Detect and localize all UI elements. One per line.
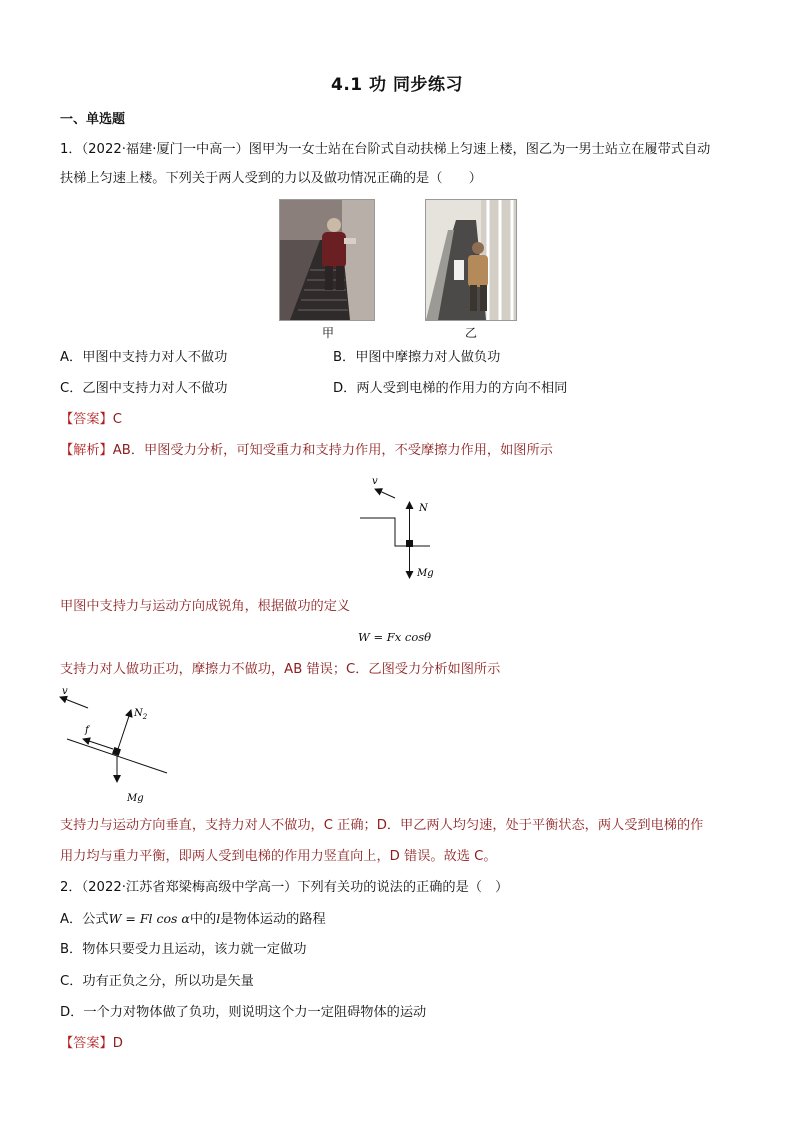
q2-option-c: C．功有正负之分，所以功是矢量 <box>60 974 254 989</box>
velocity-arrow-2 <box>60 697 88 708</box>
caption-jia: 甲 <box>322 326 335 340</box>
section-heading: 一、单选题 <box>60 112 126 127</box>
q1-answer <box>60 411 122 429</box>
q1-option-d: D．两人受到电梯的作用力的方向不相同 <box>333 381 568 396</box>
q2-option-b: B．物体只要受力且运动，该力就一定做功 <box>60 942 307 957</box>
q1-stem-line1: 1．（2022·福建·厦门一中高一）图甲为一女士站在台阶式自动扶梯上匀速上楼，图乙为一男士站立在履带式自动 <box>60 142 711 157</box>
q1-stem-line2: 扶梯上匀速上楼。下列关于两人受到的力以及做功情况正确的是（ ） <box>60 171 482 186</box>
q2-option-d: D．一个力对物体做了负功，则说明这个力一定阻碍物体的运动 <box>60 1005 427 1020</box>
caption-yi: 乙 <box>465 326 478 340</box>
q2-option-a: A．公式W = Fl cos α中的l是物体运动的路程 <box>60 911 326 927</box>
photo-yi-moving-walkway <box>425 199 517 321</box>
q1-analysis-line4: 支持力与运动方向垂直，支持力对人不做功，C 正确；D．甲乙两人均匀速，处于平衡状态，两人受到电梯的作 <box>60 818 704 833</box>
label-v: v <box>372 476 378 487</box>
q1-analysis-line2: 甲图中支持力与运动方向成锐角，根据做功的定义 <box>60 599 351 614</box>
answer-tag: 【答案】 <box>60 412 113 427</box>
label-Mg2: Mg <box>127 793 144 804</box>
force-diagram-yi <box>55 682 175 807</box>
answer-tag-2: 【答案】 <box>60 1036 113 1051</box>
answer-value-2: D <box>112 1036 123 1051</box>
photo-jia-escalator <box>279 199 375 321</box>
q2-formula: W = Fl cos α <box>108 911 190 926</box>
step-outline <box>360 518 430 546</box>
label-f: f <box>85 725 89 736</box>
q2-stem: 2．（2022·江苏省郑梁梅高级中学高一）下列有关功的说法的正确的是（ ） <box>60 880 509 895</box>
work-formula: W = Fx cosθ <box>358 630 432 644</box>
q1-analysis-line3: 支持力对人做功正功，摩擦力不做功，AB 错误；C．乙图受力分析如图所示 <box>60 662 501 677</box>
label-N: N <box>419 503 428 514</box>
analysis-text-1: AB．甲图受力分析，可知受重力和支持力作用，不受摩擦力作用，如图所示 <box>112 443 553 458</box>
analysis-tag: 【解析】 <box>60 443 113 458</box>
person-block <box>406 540 413 547</box>
label-Mg: Mg <box>417 568 434 579</box>
page-title: 4.1 功 同步练习 <box>331 75 463 95</box>
q1-option-b: B．甲图中摩擦力对人做负功 <box>333 350 501 365</box>
q1-option-a: A．甲图中支持力对人不做功 <box>60 350 228 365</box>
support-force-arrow-2 <box>118 710 131 749</box>
label-v2: v <box>62 686 68 697</box>
velocity-arrow <box>375 489 395 498</box>
q1-option-c: C．乙图中支持力对人不做功 <box>60 381 228 396</box>
q1-analysis-line5: 用力均与重力平衡，即两人受到电梯的作用力竖直向上，D 错误。故选 C。 <box>60 849 497 864</box>
friction-arrow <box>83 739 113 749</box>
q1-analysis-line1 <box>60 442 553 460</box>
q2-answer <box>60 1035 123 1053</box>
answer-value: C <box>112 412 122 427</box>
label-N2: $N_2$ <box>134 708 148 721</box>
force-diagram-jia <box>355 470 445 582</box>
